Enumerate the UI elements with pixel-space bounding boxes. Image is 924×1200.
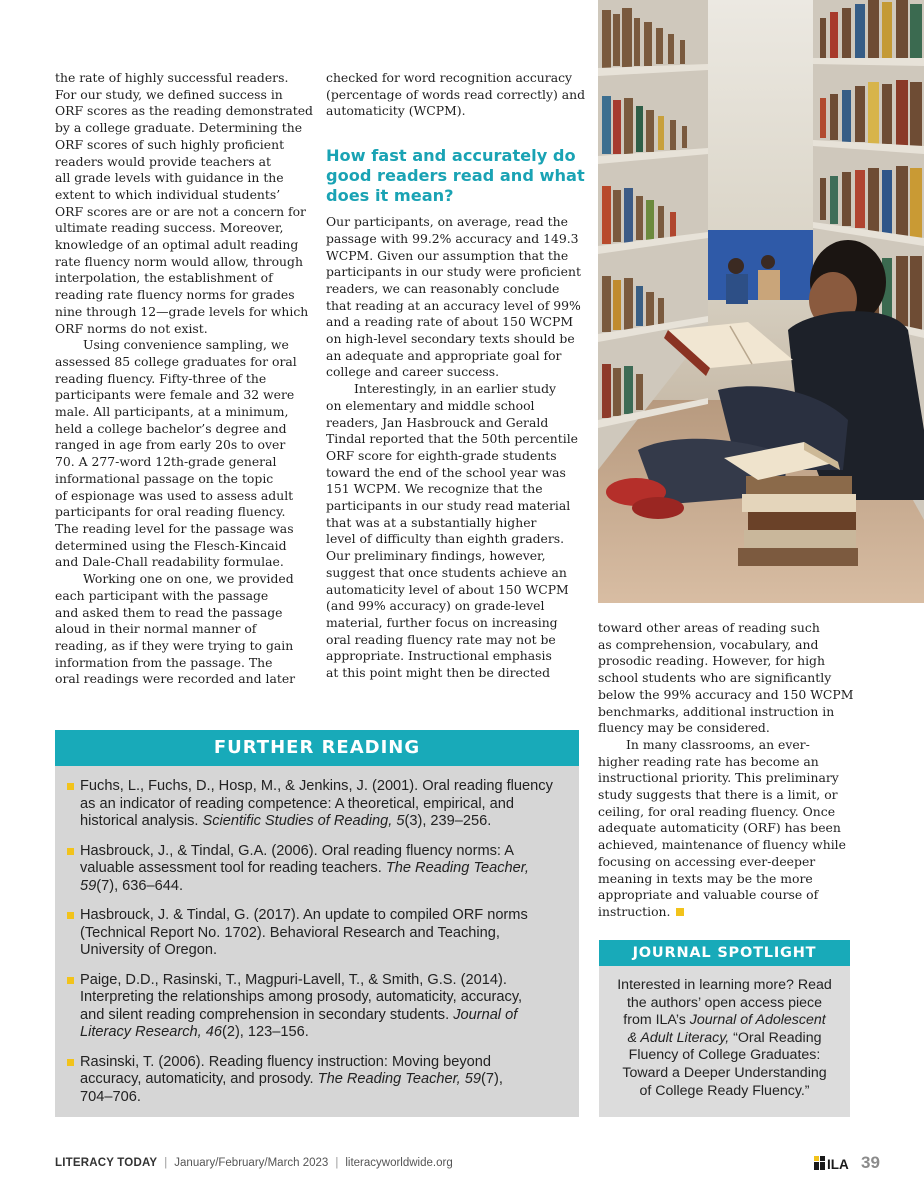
footer-separator: | bbox=[164, 1157, 168, 1169]
library-reader-photo bbox=[598, 0, 924, 603]
page-footer bbox=[55, 1157, 453, 1169]
reference-item: Fuchs, L., Fuchs, D., Hosp, M., & Jenkins, J. (2001). Oral reading fluency as an indicator of reading competence: A theoretical, empirical, and historical analysis. Scientific Studies of Reading, 5(3), 239–256. bbox=[55, 778, 579, 831]
page-number: 39 bbox=[861, 1153, 880, 1172]
left-paragraph-3: Working one on one, we provided each participant with the passage and asked them to read the passage aloud in their normal manner of reading, as if they were trying to gain information from the passage. The oral readings were recorded and later bbox=[55, 571, 296, 687]
reference-item: Rasinski, T. (2006). Reading fluency instruction: Moving beyond accuracy, automaticity, and prosody. The Reading Teacher, 59(7), 704–706. bbox=[55, 1054, 579, 1107]
ila-logo-text: ILA bbox=[827, 1157, 849, 1172]
middle-paragraph-2: Our participants, on average, read the passage with 99.2% accuracy and 149.3 WCPM. Given our assumption that the participants in our study were proficient readers, we can reasonably conclude that reading at an accuracy level of 99% and a reading rate of about 150 WCPM on high-level secondary texts should be an adequate and appropriate goal for college and career success. bbox=[326, 214, 581, 380]
ila-logo bbox=[814, 1156, 854, 1170]
reference-item: Paige, D.D., Rasinski, T., Magpuri-Lavell, T., & Smith, G.S. (2014). Interpreting the relationships among prosody, automaticity, accuracy, and silent reading comprehension in secondary students. Journal of Literacy Research, 46(2), 123–156. bbox=[55, 972, 579, 1042]
issue-date: January/February/March 2023 bbox=[174, 1157, 329, 1169]
article-right-column bbox=[598, 620, 858, 921]
square-bullet-icon bbox=[67, 977, 74, 984]
publication-name: LITERACY TODAY bbox=[55, 1157, 158, 1169]
journal-spotlight-text: Interested in learning more? Read the authors’ open access piece from ILA’s Journal of Adolescent & Adult Literacy, “Oral Reading Fluency of College Graduates: Toward a Deeper Understanding of College Ready Fluency.” bbox=[617, 977, 832, 1099]
article-middle-column bbox=[326, 70, 586, 682]
right-paragraph-2: In many classrooms, an ever- higher reading rate has become an instructional priority. This preliminary study suggests that there is a limit, or ceiling, for oral reading fluency. Once adequate automaticity (ORF) has been achieved, maintenance of fluency while focusing on accessing ever-deeper meaning in texts may be the more appropriate and valuable course of instruction. bbox=[598, 736, 846, 919]
left-paragraph-2: Using convenience sampling, we assessed 85 college graduates for oral reading fluency. Fifty-three of the participants were female and 32 were male. All participants, at a minimum, held a college bachelor’s degree and ranged in age from early 20s to over 70. A 277-word 12th-grade general informational passage on the topic of espionage was used to assess adult participants for oral reading fluency. The reading level for the passage was determined using the Flesch-Kincaid and Dale-Chall readability formulae. bbox=[55, 337, 297, 570]
further-reading-title: FURTHER READING bbox=[55, 730, 579, 766]
square-bullet-icon bbox=[67, 912, 74, 919]
footer-separator: | bbox=[335, 1157, 339, 1169]
ila-logo-mark-icon bbox=[814, 1156, 826, 1170]
left-paragraph-1: the rate of highly successful readers. For our study, we defined success in ORF scores as the reading demonstrated by a college graduate. Determining the ORF scores of such highly proficient readers would provide teachers at all grade levels with guidance in the extent to which individual students’ ORF scores are or are not a concern for ultimate reading success. Moreover, knowledge of an optimal adult reading rate fluency norm would allow, through interpolation, the establishment of reading rate fluency norms for grades nine through 12—grade levels for which ORF norms do not exist. bbox=[55, 70, 313, 336]
square-bullet-icon bbox=[67, 848, 74, 855]
reference-item: Hasbrouck, J. & Tindal, G. (2017). An update to compiled ORF norms (Technical Report No. 1702). Behavioral Research and Teaching, University of Oregon. bbox=[55, 907, 579, 960]
journal-spotlight-box bbox=[599, 940, 850, 1117]
further-reading-box bbox=[55, 730, 579, 1117]
journal-spotlight-title: JOURNAL SPOTLIGHT bbox=[599, 940, 850, 966]
reference-item: Hasbrouck, J., & Tindal, G.A. (2006). Oral reading fluency norms: A valuable assessment tool for reading teachers. The Reading Teacher, 59(7), 636–644. bbox=[55, 843, 579, 896]
website-link[interactable]: literacyworldwide.org bbox=[345, 1157, 453, 1169]
square-bullet-icon bbox=[67, 783, 74, 790]
footer-branding bbox=[814, 1153, 890, 1173]
article-left-column bbox=[55, 70, 313, 688]
right-paragraph-1: toward other areas of reading such as comprehension, vocabulary, and prosodic reading. However, for high school students who are significantly below the 99% accuracy and 150 WCPM benchmarks, additional instruction in fluency may be considered. bbox=[598, 620, 854, 736]
end-of-article-square-icon bbox=[676, 908, 684, 916]
library-scene-illustration bbox=[598, 0, 924, 603]
section-heading: How fast and accurately do good readers read and what does it mean? bbox=[326, 146, 585, 206]
middle-paragraph-1: checked for word recognition accuracy (percentage of words read correctly) and automaticity (WCPM). bbox=[326, 70, 586, 119]
square-bullet-icon bbox=[67, 1059, 74, 1066]
middle-paragraph-3: Interestingly, in an earlier study on elementary and middle school readers, Jan Hasbrouck and Gerald Tindal reported that the 50th percentile ORF score for eighth-grade students toward the end of the school year was 151 WCPM. We recognize that the participants in our study read material that was at a substantially higher level of difficulty than eighth graders. Our preliminary findings, however, suggest that once students achieve an automaticity level of about 150 WCPM (and 99% accuracy) on grade-level material, further focus on increasing oral reading fluency rate may not be appropriate. Instructional emphasis at this point might then be directed bbox=[326, 381, 579, 681]
